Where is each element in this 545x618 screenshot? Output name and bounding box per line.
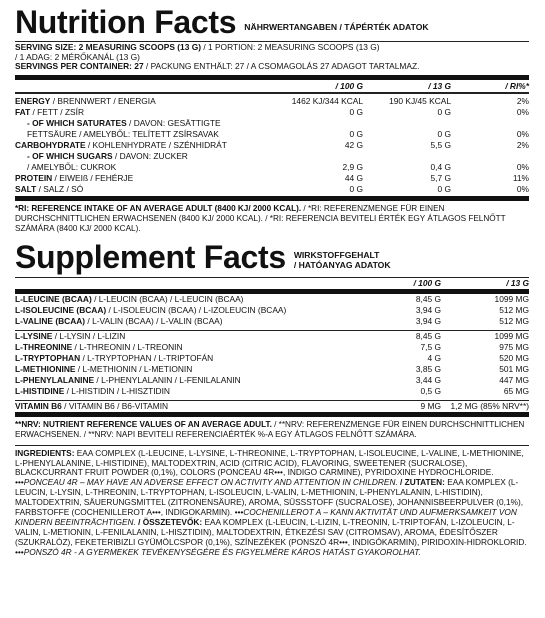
value-100g: 4 G	[427, 353, 441, 364]
supplement-row	[15, 386, 529, 397]
nutrition-row	[15, 161, 529, 172]
value-ri: 0%	[516, 183, 529, 194]
value-13g: 447 MG	[499, 375, 529, 386]
ingredient-name: L-METHIONINE	[15, 364, 76, 375]
nutrient-name: - OF WHICH SATURATES	[27, 117, 127, 128]
nutrient-translation: / EIWEIß / FEHÉRJE	[52, 172, 134, 183]
value-13g: 65 MG	[503, 386, 529, 397]
nutrient-translation: / FETT / ZSÍR	[30, 106, 85, 117]
nutrition-column-header	[15, 80, 529, 92]
ingredients-hu-warning: •••PONSZÓ 4R - A GYERMEKEK TEVÉKENYSÉGÉRE ÉS FIGYELMÉRE KÁROS HATÁST GYAKOROLHAT.	[15, 546, 421, 557]
ingredient-name: L-VALINE (BCAA)	[15, 316, 86, 327]
nutrition-row	[15, 95, 529, 106]
ingredient-translation: / L-LEUCIN (BCAA) / L-LEUCIN (BCAA)	[91, 294, 244, 305]
label-panel	[15, 6, 529, 558]
value-13g: 1099 MG	[494, 331, 529, 342]
ingredient-name: L-LEUCINE (BCAA)	[15, 294, 92, 305]
nutrient-name: - OF WHICH SUGARS	[27, 150, 113, 161]
ingredients-en: EAA COMPLEX (L-LEUCINE, L-LYSINE, L-THREONINE, L-TRYPTOPHAN, L-ISOLEUCINE, L-VALINE, L-METHIONINE, L-PHENYLALANINE, L-HISTIDINE), MALTODEXTRIN, ACID (CITRIC ACID), FLAVORING, SWEETENER (SUCRALOSE), BLACKCURRANT FRUIT POWDER (0,1%), COLORS (PONCEAU 4R•••, INDIGO CARMINE), PYRIDOXINE HYDROCHLORIDE.	[15, 447, 524, 478]
value-100g: 0 G	[349, 128, 363, 139]
supplement-row	[15, 375, 529, 386]
supplement-row	[15, 364, 529, 375]
supplement-subtitle-1: WIRKSTOFFGEHALT	[293, 250, 380, 261]
nutrient-translation: / BRENNWERT / ENERGIA	[50, 95, 156, 106]
nutrient-translation: / AMELYBŐL: CUKROK	[27, 161, 117, 172]
nutrient-name: FAT	[15, 106, 31, 117]
ingredients-de: EAA KOMPLEX (L-LEUCIN, L-LYSIN, L-THREONIN, L-TRYPTOPHAN, L-ISOLEUCIN, L-VALIN, L-METHIONIN, L-PHENYLALANIN, L-HISTIDIN), MALTODEXTRIN, SÄUERUNGSMITTEL (ZITRONENSÄURE), AROMA, SÜSSSTOFF (SUCRALOSE), JOHANNISBEERPULVER (0,1%), FARBSTOFFE (COCHENILLEROT A•••, INDIGOKARMIN).	[15, 477, 524, 518]
nutrition-row	[15, 106, 529, 117]
ingredient-name: L-THREONINE	[15, 342, 73, 353]
supplement-row	[15, 353, 529, 364]
ingredient-translation: / L-HISTIDIN / L-HISZTIDIN	[64, 386, 170, 397]
servings-label: SERVINGS PER CONTAINER: 27	[15, 61, 144, 72]
value-100g: 7,5 G	[420, 342, 441, 353]
value-100g: 42 G	[344, 139, 363, 150]
nutrition-row	[15, 183, 529, 194]
value-13g: 512 MG	[499, 316, 529, 327]
ingredient-name: L-HISTIDINE	[15, 386, 65, 397]
nutrient-translation: / SALZ / SÓ	[36, 183, 84, 194]
value-13g: 1,2 MG (85% NRV**)	[450, 401, 529, 412]
value-13g: 520 MG	[499, 353, 529, 364]
supplement-title: Supplement Facts	[15, 239, 286, 276]
value-100g: 9 MG	[420, 401, 441, 412]
value-13g: 5,5 G	[430, 139, 451, 150]
ingredients-text	[15, 446, 529, 558]
ingredient-name: L-PHENYLALANINE	[15, 375, 95, 386]
serving-size-line2: / 1 ADAG: 2 MÉRŐKANÁL (13 G)	[15, 51, 140, 62]
value-13g: 0 G	[437, 128, 451, 139]
ingredient-translation: / L-LYSIN / L-LIZIN	[52, 331, 126, 342]
ingredients-hu: EAA KOMPLEX (L-LEUCIN, L-LIZIN, L-TREONIN, L-TRIPTOFÁN, L-IZOLEUCIN, L-VALIN, L-METIONIN, L-FENILALANIN, L-HISZTIDIN), MALTODEXTRIN, ÉTKEZÉSI SAV (CITROMSAV), AROMA, ÉDESÍTŐSZER (SZUKRALÓZ), FEKETERIBIZLI GYÜMÖLCSPOR (0,1%), SZÍNEZÉKEK (PONSZÓ 4R•••, INDIGÓKARMIN), PIRIDOXIN-HIDROKLORID.	[15, 516, 527, 547]
ingredient-name: L-TRYPTOPHAN	[15, 353, 81, 364]
nutrition-row	[15, 139, 529, 150]
ingredient-name: VITAMIN B6	[15, 401, 62, 412]
ingredient-translation: / L-ISOLEUCIN (BCAA) / L-IZOLEUCIN (BCAA)	[106, 305, 287, 316]
supplement-subtitle	[294, 250, 391, 270]
ingredient-translation: / L-METHIONIN / L-METIONIN	[75, 364, 193, 375]
value-100g: 3,85 G	[415, 364, 441, 375]
ingredient-translation: / L-TRYPTOPHAN / L-TRIPTOFÁN	[80, 353, 214, 364]
supplement-row	[15, 331, 529, 342]
col-100g: / 100 G	[413, 278, 441, 289]
servings-rest: / PACKUNG ENTHÄLT: 27 / A CSOMAGOLÁS 27 ADAGOT TARTALMAZ.	[143, 61, 420, 72]
nutrient-name: PROTEIN	[15, 172, 53, 183]
nutrient-translation: / DAVON: GESÄTTIGTE	[126, 117, 221, 128]
supplement-row	[15, 294, 529, 305]
supplement-subtitle-2: / HATÓANYAG ADATOK	[293, 260, 391, 271]
value-13g: 0 G	[437, 183, 451, 194]
value-100g: 1462 KJ/344 KCAL	[291, 95, 363, 106]
nrv-note-rest: / **NRV: REFERENZMENGE FÜR EINEN DURCHSCHNITTLICHEN ERWACHSENEN. / **NRV: NAPI BEVITELI REFERENCIAÉRTÉK %-A EGY ÁTLAGOS FELNŐTT SZÁMÁRA.	[15, 420, 525, 439]
value-ri: 11%	[512, 172, 529, 183]
ingredient-name: L-LYSINE	[15, 331, 53, 342]
nutrient-translation: / KOHLENHYDRATE / SZÉNHIDRÁT	[85, 139, 227, 150]
ingredients-de-warning: •••COCHENILLEROT A – KANN AKTIVITÄT UND AUFMERKSAMKEIT VON KINDERN BEEINTRÄCHTIGEN.	[15, 507, 517, 527]
value-ri: 0%	[516, 106, 529, 117]
value-13g: 190 KJ/45 KCAL	[389, 95, 451, 106]
nrv-note	[15, 417, 529, 439]
nutrient-name: ENERGY	[15, 95, 51, 106]
supplement-table	[15, 294, 529, 412]
ingredient-name: L-ISOLEUCINE (BCAA)	[15, 305, 107, 316]
ingredients-en-warning: •••PONCEAU 4R – MAY HAVE AN ADVERSE EFFECT ON ACTIVITY AND ATTENTION IN CHILDREN.	[15, 477, 398, 488]
value-100g: 3,94 G	[415, 305, 441, 316]
value-100g: 0,5 G	[420, 386, 441, 397]
value-13g: 1099 MG	[494, 294, 529, 305]
value-13g: 0,4 G	[430, 161, 451, 172]
ri-note-rest: / *RI: REFERENZMENGE FÜR EINEN DURCHSCHNITTLICHEN ERWACHSENEN (8400 KJ/ 2000 KCAL). / *RI: REFERENCIA BEVITELI ÉRTÉK EGY ÁTLAGOS FELNŐTT SZÁMÁRA (8400 KJ/ 2000 KCAL).	[15, 204, 506, 233]
value-13g: 0 G	[437, 106, 451, 117]
ingredients-hu-label: / ÖSSZETEVŐK:	[135, 516, 203, 527]
value-ri: 2%	[516, 139, 529, 150]
value-ri: 0%	[516, 161, 529, 172]
nutrition-row	[15, 172, 529, 183]
value-13g: 975 MG	[499, 342, 529, 353]
value-100g: 8,45 G	[415, 331, 441, 342]
ingredient-translation: / VITAMIN B6 / B6-VITAMIN	[61, 401, 169, 412]
value-13g: 5,7 G	[430, 172, 451, 183]
value-100g: 2,9 G	[342, 161, 363, 172]
serving-size-rest: / 1 PORTION: 2 MEASURING SCOOPS (13 G)	[201, 42, 380, 52]
nutrient-name: CARBOHYDRATE	[15, 139, 86, 150]
value-100g: 8,45 G	[415, 294, 441, 305]
nutrition-row	[15, 128, 529, 139]
nutrition-row	[15, 150, 529, 161]
ri-note	[15, 201, 529, 233]
col-13g: / 13 G	[506, 278, 529, 289]
supplement-header	[15, 239, 529, 276]
value-100g: 44 G	[344, 172, 363, 183]
nutrition-table	[15, 94, 529, 194]
value-13g: 512 MG	[499, 305, 529, 316]
supplement-column-header	[15, 278, 529, 289]
ingredients-de-label: / ZUTATEN:	[397, 477, 445, 488]
col-100g: / 100 G	[335, 81, 363, 92]
nutrition-header	[15, 6, 529, 38]
col-13g: / 13 G	[428, 81, 451, 92]
supplement-row	[15, 342, 529, 353]
ingredient-translation: / L-THREONIN / L-TREONIN	[72, 342, 183, 353]
value-100g: 0 G	[349, 183, 363, 194]
ri-note-bold: *RI: REFERENCE INTAKE OF AN AVERAGE ADULT (8400 KJ/ 2000 KCAL).	[15, 204, 302, 214]
ingredient-translation: / L-PHENYLALANIN / L-FENILALANIN	[94, 375, 241, 386]
nutrition-title: Nutrition Facts	[15, 4, 237, 40]
supplement-row	[15, 401, 529, 412]
nutrition-row	[15, 117, 529, 128]
supplement-row	[15, 316, 529, 327]
col-ri: / RI%*	[505, 81, 529, 92]
supplement-row	[15, 305, 529, 316]
nutrient-name: SALT	[15, 183, 37, 194]
nutrient-translation: FETTSÄURE / AMELYBŐL: TELÍTETT ZSÍRSAVAK	[27, 128, 219, 139]
ingredients-label: INGREDIENTS:	[15, 447, 75, 458]
value-100g: 3,94 G	[415, 316, 441, 327]
serving-size-label: SERVING SIZE: 2 MEASURING SCOOPS (13 G)	[15, 42, 201, 52]
value-ri: 0%	[516, 128, 529, 139]
value-ri: 2%	[516, 95, 529, 106]
nutrient-translation: / DAVON: ZUCKER	[112, 150, 188, 161]
value-13g: 501 MG	[499, 364, 529, 375]
serving-info	[15, 42, 529, 73]
value-100g: 0 G	[349, 106, 363, 117]
nutrition-subtitle: NÄHRWERTANGABEN / TÁPÉRTÉK ADATOK	[244, 22, 429, 32]
nrv-note-bold: **NRV: NUTRIENT REFERENCE VALUES OF AN AVERAGE ADULT.	[15, 420, 272, 430]
ingredient-translation: / L-VALIN (BCAA) / L-VALIN (BCAA)	[85, 316, 223, 327]
value-100g: 3,44 G	[415, 375, 441, 386]
